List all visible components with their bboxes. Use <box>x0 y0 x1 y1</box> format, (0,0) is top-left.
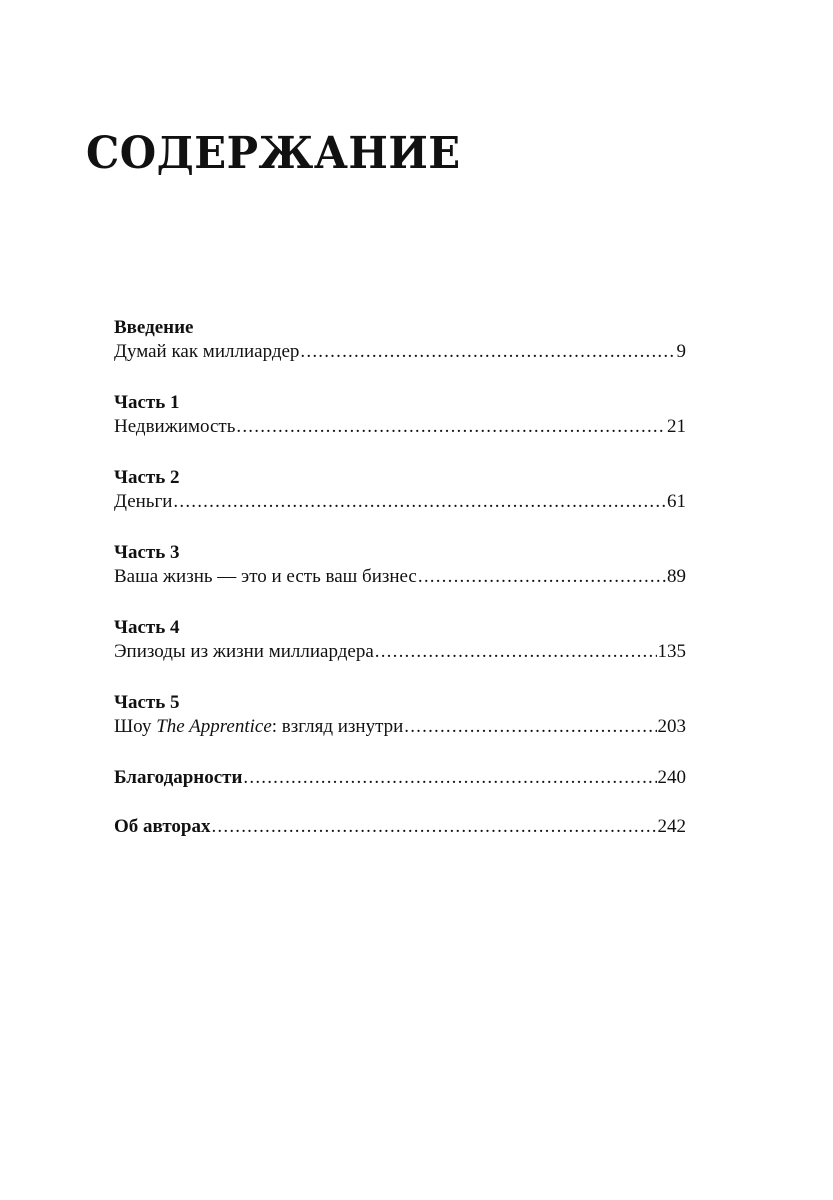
entry-title: Эпизоды из жизни миллиардера <box>114 641 374 662</box>
page-title: СОДЕРЖАНИЕ <box>86 128 461 179</box>
section-heading: Часть 5 <box>114 692 180 713</box>
entry-title: Недвижимость <box>114 416 236 437</box>
dot-leader <box>418 565 666 589</box>
dot-leader <box>375 640 657 664</box>
entry-title: Деньги <box>114 491 173 512</box>
section-heading: Часть 2 <box>114 467 180 488</box>
page-number: 89 <box>667 566 686 587</box>
toc-section-part-5 <box>114 691 686 739</box>
page-number: 242 <box>657 816 686 837</box>
toc-entry-part-4[interactable] <box>114 640 686 664</box>
toc-section-about <box>114 815 686 839</box>
dot-leader <box>173 490 666 514</box>
toc-section-part-4 <box>114 616 686 664</box>
dot-leader <box>243 766 656 790</box>
section-heading: Часть 4 <box>114 617 180 638</box>
toc-entry-about[interactable] <box>114 815 686 839</box>
entry-title: Думай как миллиардер <box>114 341 300 362</box>
toc-entry-intro[interactable] <box>114 340 686 364</box>
page-number: 135 <box>657 641 686 662</box>
toc-section-part-1 <box>114 391 686 439</box>
table-of-contents <box>114 316 686 864</box>
section-heading: Введение <box>114 317 194 338</box>
toc-section-part-2 <box>114 466 686 514</box>
entry-title: Благодарности <box>114 767 243 788</box>
dot-leader <box>300 340 675 364</box>
section-heading: Часть 1 <box>114 392 180 413</box>
section-heading: Часть 3 <box>114 542 180 563</box>
page-number: 61 <box>667 491 686 512</box>
entry-title-italic: The Apprentice <box>156 716 272 737</box>
page-number: 240 <box>657 767 686 788</box>
page-number: 203 <box>657 716 686 737</box>
page-number: 9 <box>676 341 686 362</box>
entry-title-prefix: Шоу <box>114 716 157 737</box>
entry-title <box>114 715 403 739</box>
toc-entry-acknowledgements[interactable] <box>114 766 686 790</box>
toc-entry-part-1[interactable] <box>114 415 686 439</box>
entry-title-suffix: : взгляд изнутри <box>271 716 404 737</box>
dot-leader <box>211 815 656 839</box>
dot-leader <box>236 415 666 439</box>
dot-leader <box>404 715 656 739</box>
toc-section-acknowledgements <box>114 766 686 790</box>
page-number: 21 <box>667 416 686 437</box>
toc-section-intro <box>114 316 686 364</box>
toc-entry-part-5[interactable] <box>114 715 686 739</box>
entry-title: Об авторах <box>114 816 211 837</box>
entry-title: Ваша жизнь — это и есть ваш бизнес <box>114 566 417 587</box>
toc-entry-part-2[interactable] <box>114 490 686 514</box>
toc-entry-part-3[interactable] <box>114 565 686 589</box>
toc-section-part-3 <box>114 541 686 589</box>
